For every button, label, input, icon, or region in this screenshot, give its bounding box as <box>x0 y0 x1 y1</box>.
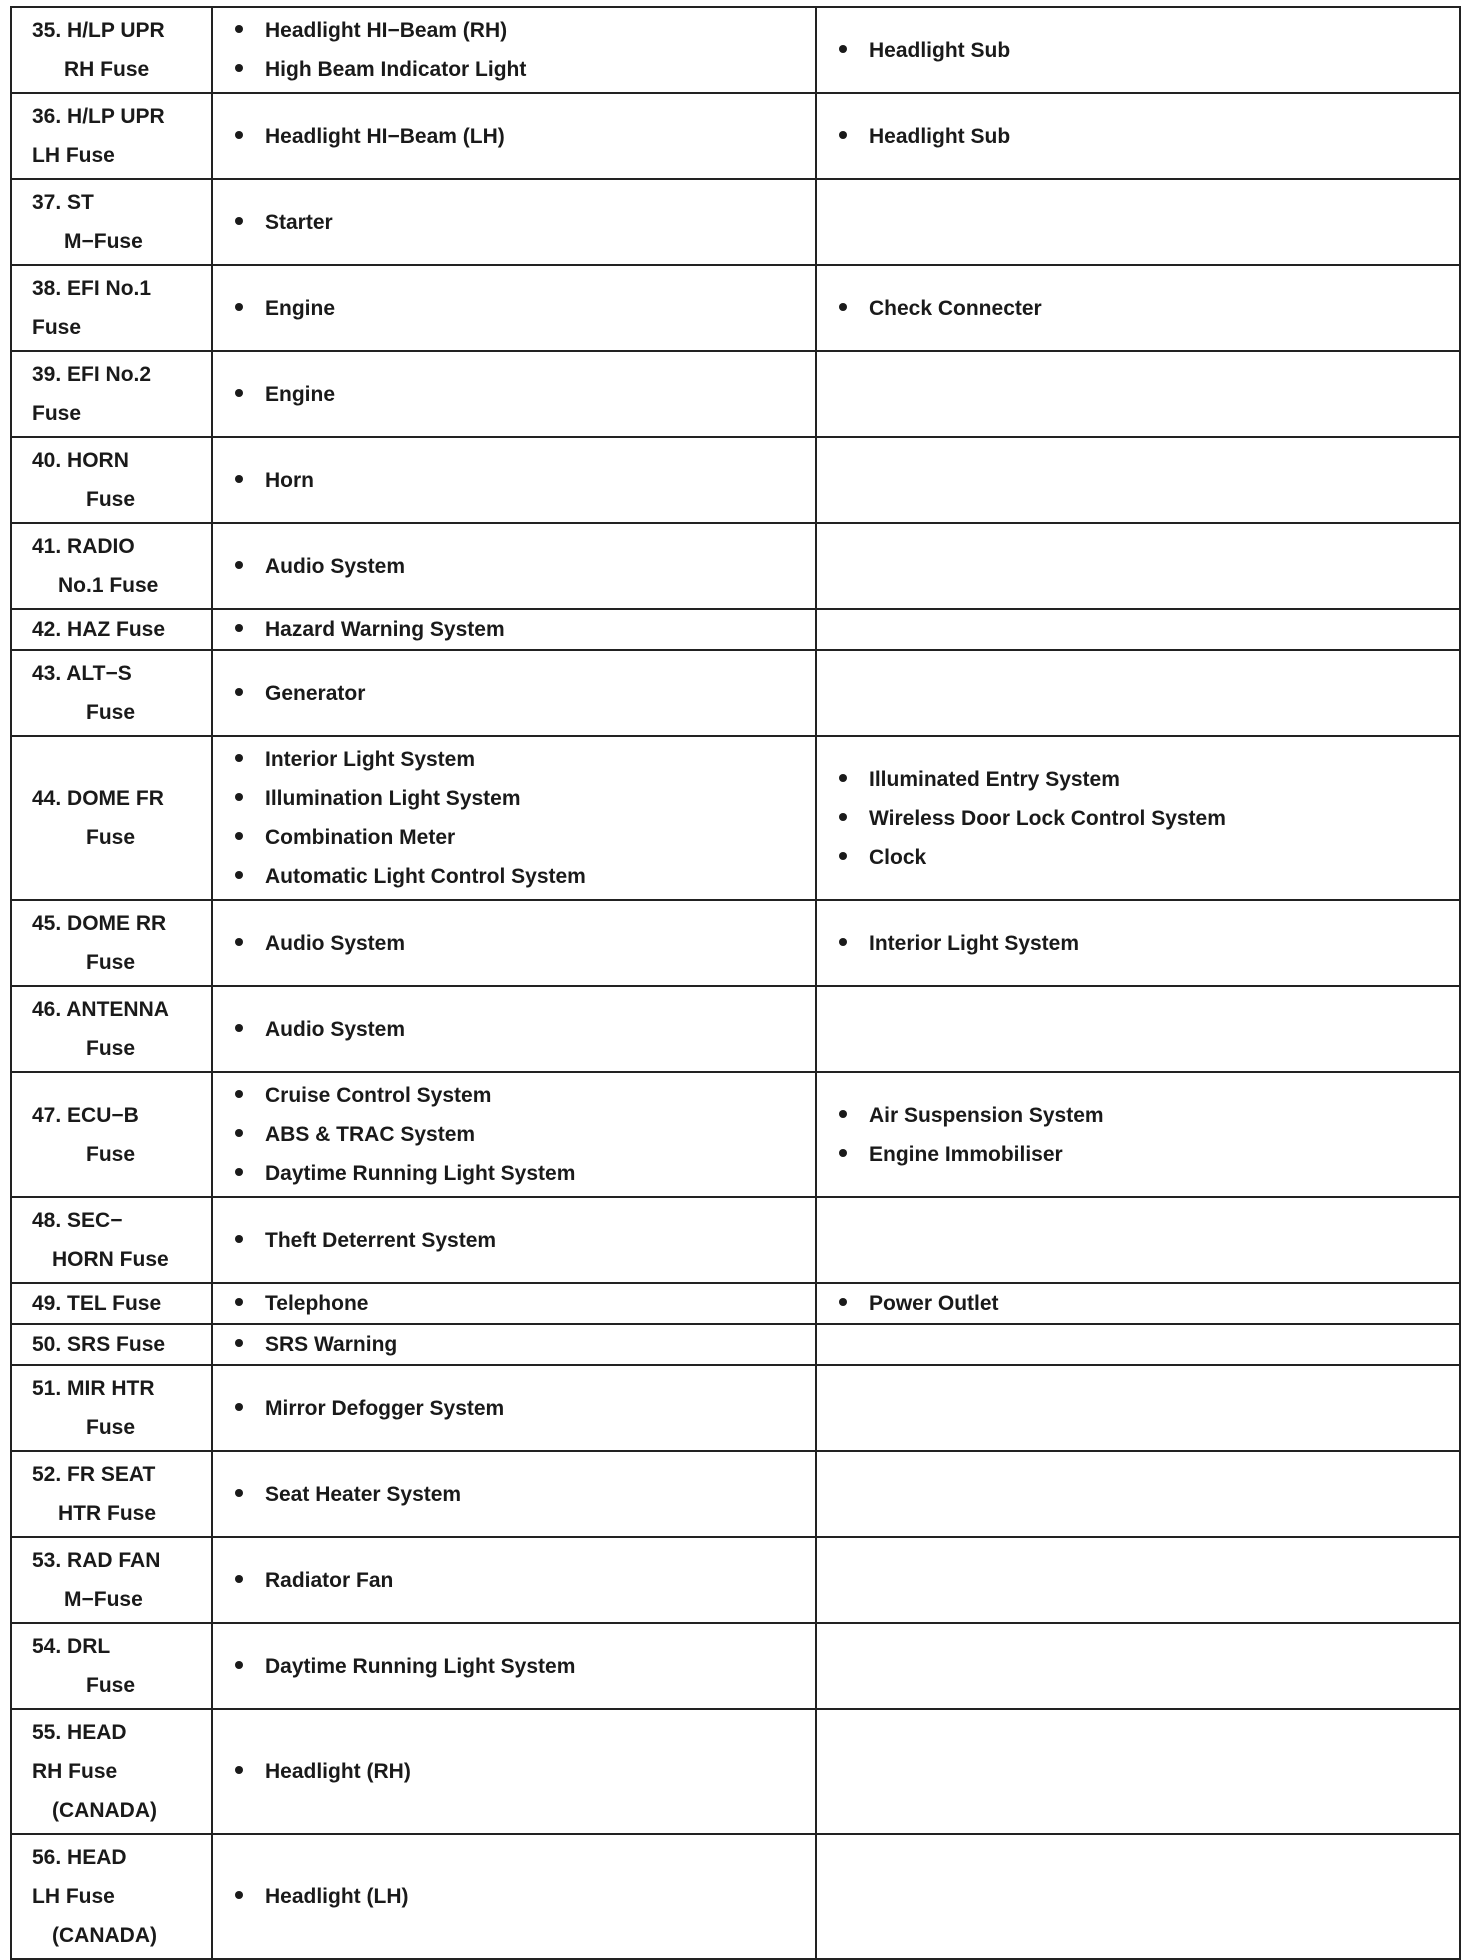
fuse-name-line: Fuse <box>86 488 136 511</box>
fuse-name-line: (CANADA) <box>52 1799 157 1822</box>
related-circuit-cell <box>816 351 1460 437</box>
bullet-icon <box>235 1766 243 1774</box>
bullet-icon <box>235 1168 243 1176</box>
fuse-name-line: 41. RADIO <box>32 535 135 558</box>
related-circuit-cell <box>816 650 1460 736</box>
fuse-name-cell <box>11 900 212 986</box>
circuit-cell <box>212 1324 816 1365</box>
list-item <box>235 779 815 818</box>
fuse-name-cell <box>11 265 212 351</box>
related-circuit-cell <box>816 7 1460 93</box>
fuse-table-page <box>10 6 1459 1947</box>
fuse-name-cell <box>11 437 212 523</box>
bullet-icon <box>235 1129 243 1137</box>
fuse-name-cell <box>11 1283 212 1324</box>
fuse-name-line: 36. H/LP UPR <box>32 105 165 128</box>
fuse-name-line: Fuse <box>86 1142 136 1166</box>
related-circuit-cell <box>816 93 1460 179</box>
bullet-icon <box>235 217 243 225</box>
fuse-name-line: M−Fuse <box>64 230 143 253</box>
list-item-label: Combination Meter <box>265 826 456 849</box>
fuse-name-line: RH Fuse <box>32 1760 118 1783</box>
fuse-name-line: Fuse <box>86 1416 136 1439</box>
list-item-label: ABS & TRAC System <box>265 1123 476 1146</box>
fuse-name-cell <box>11 1623 212 1709</box>
list-item-label: Audio System <box>265 554 406 578</box>
fuse-row <box>11 265 1460 351</box>
fuse-row <box>11 736 1460 900</box>
bullet-icon <box>235 871 243 879</box>
fuse-name-line: 46. ANTENNA <box>32 998 169 1021</box>
related-circuit-cell <box>816 1709 1460 1834</box>
related-circuit-cell <box>816 1324 1460 1365</box>
list-item <box>235 1389 815 1428</box>
circuit-cell <box>212 437 816 523</box>
related-circuit-cell <box>816 265 1460 351</box>
list-item <box>235 1115 815 1154</box>
circuit-cell <box>212 986 816 1072</box>
fuse-name-cell <box>11 7 212 93</box>
list-item <box>235 1752 815 1791</box>
list-item <box>235 1010 815 1049</box>
bullet-icon <box>235 1403 243 1411</box>
list-item-label: Audio System <box>265 1017 406 1041</box>
list-item <box>235 1561 815 1600</box>
fuse-row <box>11 1451 1460 1537</box>
fuse-name-cell <box>11 1365 212 1451</box>
list-item-label: Headlight (RH) <box>265 1760 411 1783</box>
circuit-cell <box>212 609 816 650</box>
bullet-icon <box>235 1891 243 1899</box>
list-item <box>235 1647 815 1686</box>
fuse-row <box>11 351 1460 437</box>
circuit-cell <box>212 179 816 265</box>
fuse-name-line: HORN Fuse <box>52 1248 169 1271</box>
bullet-icon <box>235 1489 243 1497</box>
related-circuit-cell <box>816 437 1460 523</box>
bullet-icon <box>235 1661 243 1669</box>
fuse-row <box>11 1324 1460 1365</box>
related-circuit-cell <box>816 1197 1460 1283</box>
fuse-name-line: 43. ALT−S <box>32 662 132 685</box>
bullet-icon <box>235 754 243 762</box>
fuse-row <box>11 179 1460 265</box>
circuit-cell <box>212 1623 816 1709</box>
bullet-icon <box>839 45 847 53</box>
list-item-label: Daytime Running Light System <box>265 1654 576 1678</box>
fuse-name-line: HTR Fuse <box>58 1502 157 1525</box>
fuse-row <box>11 1365 1460 1451</box>
fuse-name-cell <box>11 523 212 609</box>
list-item-label: Headlight Sub <box>869 124 1011 148</box>
fuse-name-line: Fuse <box>86 701 136 724</box>
list-item-label: Seat Heater System <box>265 1482 462 1506</box>
fuse-name-line: No.1 Fuse <box>58 574 159 597</box>
list-item <box>235 11 815 50</box>
list-item-label: Daytime Running Light System <box>265 1162 576 1185</box>
fuse-name-line: 48. SEC− <box>32 1209 123 1232</box>
fuse-name-cell <box>11 1451 212 1537</box>
bullet-icon <box>839 1298 847 1306</box>
list-item-label: Illuminated Entry System <box>869 767 1120 791</box>
list-item-label: Generator <box>265 681 366 705</box>
list-item-label: Power Outlet <box>869 1292 999 1315</box>
bullet-icon <box>235 793 243 801</box>
fuse-row <box>11 1283 1460 1324</box>
bullet-icon <box>235 131 243 139</box>
related-circuit-cell <box>816 986 1460 1072</box>
fuse-name-cell <box>11 351 212 437</box>
fuse-row <box>11 900 1460 986</box>
fuse-name-cell <box>11 1324 212 1365</box>
list-item-label: Engine <box>265 382 336 406</box>
bullet-icon <box>235 1575 243 1583</box>
related-circuit-cell <box>816 1451 1460 1537</box>
circuit-cell <box>212 650 816 736</box>
circuit-cell <box>212 1197 816 1283</box>
bullet-icon <box>839 1149 847 1157</box>
list-item <box>235 674 815 713</box>
fuse-name-line: (CANADA) <box>52 1924 157 1947</box>
fuse-name-line: Fuse <box>32 316 82 339</box>
list-item <box>235 818 815 857</box>
bullet-icon <box>235 389 243 397</box>
fuse-name-cell <box>11 1709 212 1834</box>
related-circuit-cell <box>816 1834 1460 1959</box>
bullet-icon <box>235 1235 243 1243</box>
list-item <box>235 740 815 779</box>
list-item <box>235 1328 815 1361</box>
bullet-icon <box>235 64 243 72</box>
bullet-icon <box>235 1024 243 1032</box>
fuse-row <box>11 986 1460 1072</box>
circuit-cell <box>212 351 816 437</box>
fuse-name-line: LH Fuse <box>32 144 115 167</box>
fuse-row <box>11 609 1460 650</box>
related-circuit-cell <box>816 1072 1460 1197</box>
list-item-label: Interior Light System <box>265 748 476 771</box>
list-item <box>235 50 815 89</box>
fuse-name-line: Fuse <box>86 1037 136 1060</box>
fuse-name-line: RH Fuse <box>64 58 150 81</box>
list-item-label: Radiator Fan <box>265 1568 394 1592</box>
fuse-name-line: 35. H/LP UPR <box>32 19 165 42</box>
list-item <box>235 1154 815 1193</box>
bullet-icon <box>235 25 243 33</box>
related-circuit-cell <box>816 1283 1460 1324</box>
related-circuit-cell <box>816 736 1460 900</box>
fuse-name-line: 53. RAD FAN <box>32 1549 161 1572</box>
fuse-name-line: 45. DOME RR <box>32 912 167 935</box>
fuse-name-line: M−Fuse <box>64 1588 143 1611</box>
fuse-name-line: Fuse <box>86 826 136 849</box>
fuse-name-cell <box>11 1197 212 1283</box>
bullet-icon <box>235 475 243 483</box>
list-item-label: Check Connecter <box>869 296 1042 320</box>
list-item-label: High Beam Indicator Light <box>265 58 527 81</box>
bullet-icon <box>235 303 243 311</box>
list-item-label: Illumination Light System <box>265 787 521 810</box>
circuit-cell <box>212 1283 816 1324</box>
fuse-name-line: 50. SRS Fuse <box>32 1333 166 1356</box>
bullet-icon <box>839 813 847 821</box>
list-item-label: SRS Warning <box>265 1333 398 1356</box>
bullet-icon <box>235 1298 243 1306</box>
fuse-name-line: 54. DRL <box>32 1635 111 1658</box>
list-item-label: Headlight HI−Beam (RH) <box>265 19 508 42</box>
bullet-icon <box>235 1339 243 1347</box>
bullet-icon <box>235 561 243 569</box>
fuse-row <box>11 1537 1460 1623</box>
fuse-row <box>11 1623 1460 1709</box>
fuse-name-cell <box>11 650 212 736</box>
bullet-icon <box>839 774 847 782</box>
list-item-label: Audio System <box>265 931 406 955</box>
circuit-cell <box>212 1709 816 1834</box>
fuse-name-cell <box>11 736 212 900</box>
circuit-cell <box>212 523 816 609</box>
list-item-label: Clock <box>869 845 927 869</box>
circuit-cell <box>212 265 816 351</box>
list-item <box>235 547 815 586</box>
fuse-name-line: 44. DOME FR <box>32 787 164 810</box>
circuit-cell <box>212 900 816 986</box>
related-circuit-cell <box>816 179 1460 265</box>
circuit-cell <box>212 1451 816 1537</box>
list-item-label: Interior Light System <box>869 931 1080 955</box>
list-item <box>235 1287 815 1320</box>
fuse-row <box>11 437 1460 523</box>
list-item-label: Engine <box>265 296 336 320</box>
fuse-name-line: 37. ST <box>32 191 94 214</box>
list-item <box>839 799 1459 838</box>
list-item <box>839 1135 1459 1174</box>
bullet-icon <box>235 688 243 696</box>
fuse-row <box>11 93 1460 179</box>
fuse-name-line: Fuse <box>32 402 82 425</box>
related-circuit-cell <box>816 523 1460 609</box>
fuse-row <box>11 650 1460 736</box>
list-item <box>235 924 815 963</box>
fuse-name-line: 38. EFI No.1 <box>32 277 152 300</box>
fuse-name-cell <box>11 93 212 179</box>
list-item <box>839 838 1459 877</box>
fuse-row <box>11 7 1460 93</box>
list-item-label: Engine Immobiliser <box>869 1142 1063 1166</box>
circuit-cell <box>212 1072 816 1197</box>
list-item-label: Horn <box>265 468 314 492</box>
related-circuit-cell <box>816 1365 1460 1451</box>
fuse-table <box>10 6 1461 1960</box>
list-item <box>235 1475 815 1514</box>
bullet-icon <box>235 832 243 840</box>
fuse-row <box>11 1072 1460 1197</box>
list-item-label: Telephone <box>265 1292 369 1315</box>
bullet-icon <box>839 1110 847 1118</box>
list-item-label: Mirror Defogger System <box>265 1396 505 1420</box>
fuse-name-cell <box>11 609 212 650</box>
list-item <box>235 375 815 414</box>
bullet-icon <box>839 131 847 139</box>
circuit-cell <box>212 1365 816 1451</box>
fuse-name-line: Fuse <box>86 951 136 974</box>
list-item <box>235 857 815 896</box>
related-circuit-cell <box>816 900 1460 986</box>
list-item <box>235 117 815 156</box>
list-item-label: Automatic Light Control System <box>265 865 586 888</box>
list-item <box>839 760 1459 799</box>
list-item-label: Headlight (LH) <box>265 1885 409 1908</box>
bullet-icon <box>839 938 847 946</box>
list-item <box>235 289 815 328</box>
list-item <box>839 924 1459 963</box>
list-item <box>235 1221 815 1260</box>
fuse-name-line: LH Fuse <box>32 1885 115 1908</box>
circuit-cell <box>212 7 816 93</box>
circuit-cell <box>212 1834 816 1959</box>
fuse-name-line: 51. MIR HTR <box>32 1377 155 1400</box>
fuse-name-line: 56. HEAD <box>32 1846 127 1869</box>
fuse-name-line: Fuse <box>86 1674 136 1697</box>
fuse-row <box>11 1197 1460 1283</box>
list-item <box>839 289 1459 328</box>
bullet-icon <box>235 624 243 632</box>
fuse-name-cell <box>11 1537 212 1623</box>
related-circuit-cell <box>816 1537 1460 1623</box>
fuse-row <box>11 1834 1460 1959</box>
list-item-label: Wireless Door Lock Control System <box>869 806 1226 830</box>
related-circuit-cell <box>816 609 1460 650</box>
fuse-name-cell <box>11 179 212 265</box>
bullet-icon <box>235 938 243 946</box>
fuse-name-line: 47. ECU−B <box>32 1103 139 1127</box>
circuit-cell <box>212 736 816 900</box>
list-item <box>235 203 815 242</box>
list-item <box>235 1076 815 1115</box>
list-item <box>839 31 1459 70</box>
related-circuit-cell <box>816 1623 1460 1709</box>
circuit-cell <box>212 93 816 179</box>
list-item <box>235 461 815 500</box>
list-item-label: Headlight Sub <box>869 38 1011 62</box>
fuse-name-cell <box>11 986 212 1072</box>
list-item-label: Cruise Control System <box>265 1084 492 1107</box>
fuse-name-cell <box>11 1072 212 1197</box>
fuse-name-line: 42. HAZ Fuse <box>32 618 166 641</box>
bullet-icon <box>235 1090 243 1098</box>
fuse-row <box>11 523 1460 609</box>
fuse-row <box>11 1709 1460 1834</box>
list-item-label: Headlight HI−Beam (LH) <box>265 124 505 148</box>
list-item-label: Hazard Warning System <box>265 618 505 641</box>
list-item <box>235 613 815 646</box>
fuse-table-body <box>11 7 1460 1959</box>
fuse-name-line: 40. HORN <box>32 449 129 472</box>
list-item-label: Theft Deterrent System <box>265 1228 497 1252</box>
fuse-name-line: 52. FR SEAT <box>32 1463 156 1486</box>
list-item-label: Starter <box>265 210 333 234</box>
fuse-name-line: 39. EFI No.2 <box>32 363 152 386</box>
circuit-cell <box>212 1537 816 1623</box>
list-item <box>235 1877 815 1916</box>
fuse-name-cell <box>11 1834 212 1959</box>
list-item <box>839 1096 1459 1135</box>
fuse-name-line: 55. HEAD <box>32 1721 127 1744</box>
list-item <box>839 1287 1459 1320</box>
fuse-name-line: 49. TEL Fuse <box>32 1292 162 1315</box>
bullet-icon <box>839 303 847 311</box>
list-item-label: Air Suspension System <box>869 1103 1104 1127</box>
list-item <box>839 117 1459 156</box>
bullet-icon <box>839 852 847 860</box>
